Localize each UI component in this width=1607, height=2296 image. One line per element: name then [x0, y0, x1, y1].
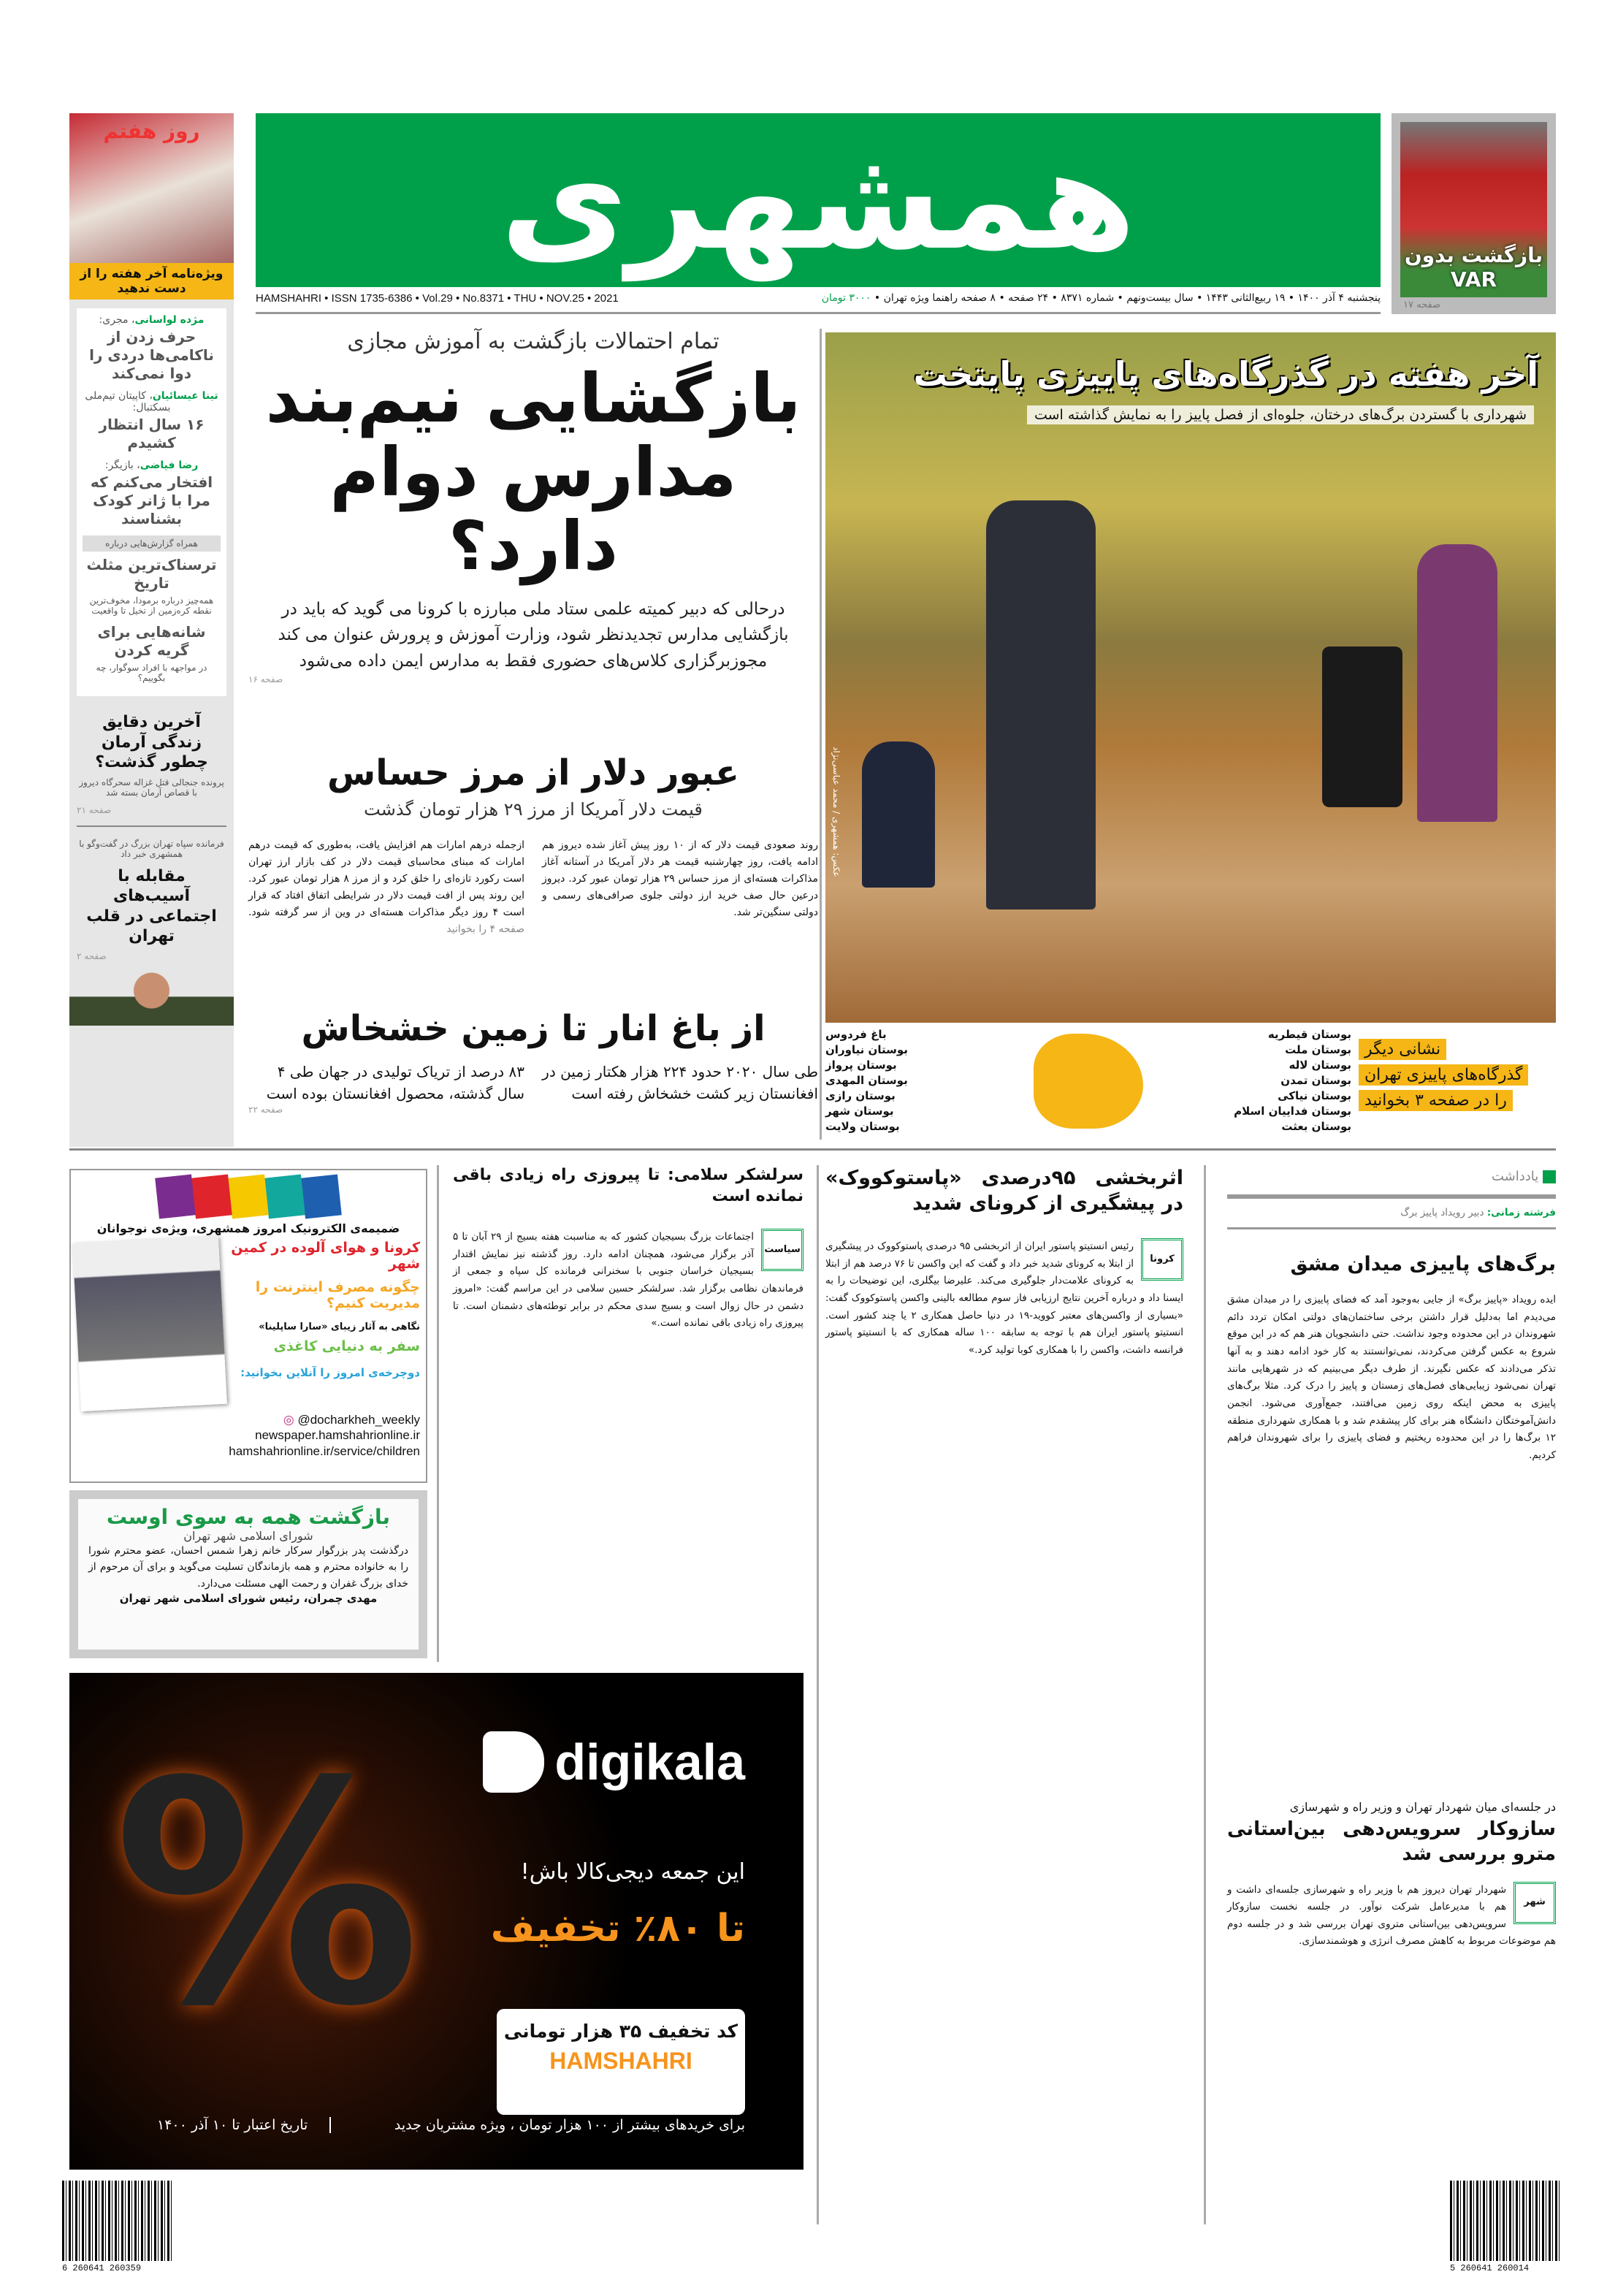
- divider: [1204, 1165, 1206, 2224]
- text: چگونه مصرف اینترنت را مدیریت کنیم؟: [255, 1279, 420, 1311]
- text: سفر به دنیایی کاغذی: [273, 1338, 420, 1354]
- sports-headline: بازگشت بدون VAR: [1404, 243, 1543, 291]
- text: بوستان ولایت: [825, 1120, 900, 1133]
- text: بوستان پرواز: [825, 1059, 897, 1072]
- dateline-en: HAMSHAHRI • ISSN 1735-6386 • Vol.29 • No.8371 • THU • NOV.25 • 2021: [256, 291, 619, 305]
- text: مهدی چمران، رئیس شورای اسلامی شهر تهران: [119, 1592, 378, 1606]
- text: عکس: همشهری / محمد عباسی‌نژاد: [831, 746, 841, 877]
- commander-portrait: [69, 967, 234, 1026]
- sidebar-headline[interactable]: ۱۶ سال انتظار کشیدم: [99, 416, 205, 451]
- text: بوستان شهر: [825, 1105, 894, 1118]
- sports-thumbnail[interactable]: [1392, 113, 1556, 314]
- text: صفحه ۲۱: [77, 804, 112, 815]
- text[interactable]: را در صفحه ۳ بخوانید: [1359, 1090, 1513, 1111]
- text: بوستان المهدی: [825, 1074, 908, 1087]
- page-ref: صفحه ۱۷: [1403, 300, 1441, 310]
- text: اجتماعات بزرگ بسیجیان کشور که به مناسبت هفته بسیج از ۲۹ آبان تا ۵ آذر برگزار می‌شود، همچنان ادامه دارد. روز گذشته نیز نمایش اقتدار بسیجیان خراسان جنوبی با سخنرانی فرمانده کل سپاه و جمعی از فرماندهان نظامی برگزار شد. سرلشکر حسین سلامی در این مراسم گفت: «امروز دشمن در حال زوال است و بسیج سدی محکم در برابر توطئه‌های دشمنان است. تا پیروزی راه زیادی باقی نمانده است.»: [453, 1231, 804, 1330]
- metro-story: [1227, 1797, 1556, 1950]
- barcode: [1450, 2181, 1560, 2261]
- text: نگاهی به آثار زیبای «سارا ساپلینا»: [259, 1321, 420, 1332]
- metro-headline[interactable]: سازوکار سرویس‌دهی بین‌استانی مترو بررسی شد: [1227, 1818, 1556, 1865]
- parks-map: [825, 1023, 1556, 1140]
- afghan-headline[interactable]: از باغ انار تا زمین خشخاش: [301, 1008, 766, 1049]
- note-column: [1227, 1165, 1556, 1464]
- text: دوچرخه‌ی امروز را آنلاین بخوانید:: [240, 1366, 420, 1379]
- text: همه‌چیز درباره برمودا، مخوف‌ترین نقطه کره‌زمین از تخیل تا واقعیت: [89, 595, 214, 616]
- text: بوستان تمدن: [1280, 1074, 1351, 1087]
- text: 6 260641 260359: [62, 2263, 142, 2273]
- sidebar-headline[interactable]: حرف زدن از ناکامی‌ها دردی را دوا نمی‌کند: [89, 328, 214, 382]
- percent-graphic: %: [113, 1717, 421, 2074]
- digikala-logo-icon: [483, 1731, 544, 1793]
- sidebar: [69, 300, 234, 1147]
- divider: [256, 312, 1381, 314]
- instagram-icon: ◎: [283, 1413, 294, 1427]
- map-labels-east: [1154, 1027, 1351, 1134]
- text: کرونا و هوای آلوده در کمین شهر: [231, 1240, 420, 1272]
- text: درگذشت پدر بزرگوار سرکار خانم زهرا شمس احسان، عضو محترم شورا را به خانواده محترم و همه بازماندگان تسلیت می‌گوید و برای آن مرحوم از خدای بزرگ غفران و رحمت الهی مسئلت می‌دارد.: [88, 1545, 408, 1590]
- armin-headline[interactable]: آخرین دقایق زندگی آرمان چطور گذشت؟: [95, 713, 208, 771]
- woman-figure: [1417, 544, 1497, 822]
- docharkheh-ad[interactable]: [69, 1169, 427, 1483]
- lead-story: [248, 329, 818, 684]
- text: فرمانده سپاه تهران بزرگ در گفت‌وگو با همشهری خبر داد: [79, 838, 224, 859]
- text: در جلسه‌ای میان شهردار تهران و وزیر راه و شهرسازی: [1289, 1800, 1556, 1814]
- text: ، بازیگر:: [104, 459, 140, 471]
- text: طی سال ۲۰۲۰ حدود ۲۲۴ هزار هکتار زمین در افغانستان زیر کشت خشخاش رفته است: [542, 1063, 818, 1102]
- dateline: [256, 289, 1381, 308]
- text: بوستان قیطریه: [1267, 1028, 1351, 1041]
- man-figure: [986, 500, 1096, 909]
- hamshahri-logo: [256, 113, 1381, 287]
- docharkheh-logo: [77, 1176, 420, 1217]
- text: رضا فیاضی: [140, 459, 199, 471]
- text: بازگشت همه به سوی اوست: [106, 1505, 391, 1529]
- sidebar-pill: همراه گزارش‌هایی درباره: [83, 535, 221, 552]
- text: ایده رویداد «پاییز برگ» از جایی به‌وجود آمد که فضای پاییزی را در میدان مشق می‌دیدم اما به‌دلیل قرار داشتن برخی ساختمان‌های دولتی امکان تردد دائم شهروندان در این محدوده وجود نداشت. حتی دانشجویان هنر هم که در این موقع شروع به عکس گرفتن می‌کردند، نمی‌توانستند به کار خود ادامه دهند و به آنها تذکر می‌دادند که عکس نگیرند. از طرف دیگر می‌بینیم که در شهرهایی مانند تهران نمی‌شود زیبایی‌های فصل‌های زمستان و پاییز را درک کرد. مثلا برگ‌های پاییزی به محض اینکه روی زمین می‌افتند، جمع‌آوری می‌شود. انجمن دانش‌آموختگان دانشگاه هنر برای کار پیشقدم شد و با همکاری شهرداری منطقه ۱۲ برگ‌ها را در این محدوده ریختیم و فضای پاییزی را برای شهروندان فراهم کردیم.: [1227, 1294, 1556, 1461]
- text: درحالی که دبیر کمیته علمی ستاد ملی مبارزه با کرونا می گوید که باید در بازگشایی مدارس تجدیدنظر شود، وزارت آموزش و پرورش عنوان می کند مجوزبرگزاری کلاس‌های حضوری فقط به مدارس ایمن داده می‌شود: [278, 599, 789, 671]
- barcode: [62, 2181, 172, 2261]
- text: شورای اسلامی شهر تهران: [183, 1529, 313, 1543]
- weekend-magazine-thumbnail[interactable]: [69, 113, 234, 300]
- text: قیمت دلار آمریکا از مرز ۲۹ هزار تومان گذشت: [364, 799, 703, 820]
- text: برای خریدهای بیشتر از ۱۰۰ هزار تومان ، ویژه مشتریان جدید: [394, 2117, 745, 2133]
- text: بوستان نیاوران: [825, 1043, 908, 1056]
- text: نشانی دیگر: [1359, 1039, 1446, 1060]
- dollar-story: [248, 752, 818, 939]
- dollar-headline[interactable]: عبور دلار از مرز حساس: [327, 752, 739, 793]
- pasteur-story: [825, 1165, 1183, 1359]
- sidebar-headline[interactable]: شانه‌هایی برای گریه کردن: [97, 623, 206, 659]
- text: گذرگاه‌های پاییزی تهران: [1359, 1064, 1528, 1086]
- map-note: [1359, 1039, 1556, 1111]
- text: تا ۸۰٪ تخفیف: [490, 1907, 745, 1950]
- text: 5 260641 260014: [1450, 2263, 1530, 2273]
- text[interactable]: صفحه ۴ را بخوانید: [446, 923, 524, 936]
- text: شهر: [1514, 1882, 1556, 1924]
- text: همشهری: [500, 119, 1137, 281]
- text: بوستان بعثت: [1281, 1120, 1351, 1133]
- text: یادداشت: [1491, 1169, 1539, 1184]
- lead-headline[interactable]: بازگشایی نیم‌بند مدارس دوام دارد؟: [265, 359, 801, 586]
- divider: [820, 329, 822, 1140]
- divider: [817, 1165, 819, 2224]
- text[interactable]: @docharkheh_weekly: [297, 1413, 420, 1427]
- text: این جمعه دیجی‌کالا باش!: [520, 1859, 745, 1885]
- text[interactable]: newspaper.hamshahrionline.ir: [255, 1428, 420, 1443]
- text: کرونا: [1141, 1238, 1183, 1281]
- map-labels-west: [825, 1027, 1023, 1134]
- text: تمام احتمالات بازگشت به آموزش مجازی: [347, 329, 719, 354]
- page-ref: صفحه ۲۲: [248, 1105, 283, 1115]
- digikala-ad[interactable]: [69, 1673, 804, 2170]
- text: تاریخ اعتبار تا ۱۰ آذر ۱۴۰۰: [157, 2117, 331, 2133]
- docharkheh-cover: [72, 1236, 227, 1411]
- photo-headline: آخر هفته در گذرگاه‌های پاییزی پایتخت: [913, 354, 1538, 394]
- dateline-fa: پنجشنبه ۴ آذر ۱۴۰۰ • ۱۹ ربیع‌الثانی ۱۴۴۳ • سال بیست‌ونهم • شماره ۸۳۷۱ • ۲۴ صفحه • ۸ صفحه راهنما ویژه تهران •: [874, 292, 1381, 304]
- text: کد تخفیف ۳۵ هزار تومانی: [503, 2021, 738, 2042]
- text: شهرداری با گستردن برگ‌های درختان، جلوه‌ای از فصل پاییز را به نمایش گذاشته است: [1027, 405, 1534, 424]
- magazine-band: ویژه‌نامه آخر هفته را از دست ندهید: [69, 263, 234, 300]
- afghan-story: [248, 1008, 818, 1115]
- text: digikala: [554, 1734, 745, 1790]
- text: پرونده جنجالی قتل غزاله سحرگاه دیروز با قصاص آرمان بسته شد: [79, 777, 224, 798]
- text[interactable]: hamshahrionline.ir/service/children: [229, 1443, 420, 1458]
- salami-headline[interactable]: سرلشکر سلامی: تا پیروزی راه زیادی باقی نمانده است: [453, 1166, 804, 1205]
- divider: [437, 1165, 439, 1662]
- sidebar-headline[interactable]: افتخار می‌کنم که مرا با ژانر کودک بشناسند: [90, 473, 213, 527]
- stroller: [1322, 647, 1402, 807]
- text: روند صعودی قیمت دلار که از ۱۰ روز پیش آغاز شده دیروز هم ادامه یافت، روز چهارشنبه قیمت هر دلار آمریکا در آستانه آغاز مذاکرات هسته‌ای از مرز حساس ۲۹ هزار تومان عبور کرد. دیروز درعین حال صف خرید ارز دولتی جلوی صرافی‌های رسمی و دولتی سنگین‌تر شد.: [542, 839, 819, 919]
- pasteur-headline[interactable]: اثربخشی ۹۵درصدی «پاستوکووک» در پیشگیری از کرونای شدید: [825, 1167, 1183, 1216]
- text: شهردار تهران دیروز هم با وزیر راه و شهرسازی جلسه‌ای داشت و هم با مدیرعامل شرکت نوآور. در جلسه نخست سازوکار سرویس‌دهی بین‌استانی متروی تهران بررسی شد و در جلسه دوم هم موضوعات مربوط به کاهش مصرف انرژی و هوشمندسازی.: [1227, 1883, 1556, 1948]
- sepah-headline[interactable]: مقابله با آسیب‌های اجتماعی در قلب تهران: [86, 866, 217, 945]
- divider: [69, 1148, 1556, 1151]
- text: صفحه ۲: [77, 950, 107, 961]
- text: بوستان ملت: [1285, 1043, 1351, 1056]
- text: ضمیمه‌ی الکترونیک امروز همشهری، ویژه‌ی نوجوانان: [96, 1221, 400, 1235]
- tehran-map: [1034, 1034, 1143, 1129]
- text: مژده لواسانی: [134, 314, 205, 326]
- text: فرشته زمانی:: [1486, 1206, 1556, 1218]
- magazine-title: روز هفتم: [103, 119, 200, 143]
- discount-code: HAMSHAHRI: [549, 2048, 692, 2074]
- text: ، مجری:: [99, 314, 135, 326]
- text: ۸۳ درصد از تریاک تولیدی در جهان طی ۴ سال گذشته، محصول افغانستان بوده است: [266, 1063, 524, 1102]
- text: بوستان فداییان اسلام: [1234, 1105, 1351, 1118]
- sidebar-headline[interactable]: ترسناک‌ترین مثلث تاریخ: [86, 556, 217, 592]
- feature-photo[interactable]: [825, 332, 1556, 1023]
- price: ۳۰۰۰ تومان: [821, 292, 871, 304]
- text: رئیس انستیتو پاستور ایران از اثربخشی ۹۵ درصدی پاستوکووک در پیشگیری از ابتلا به کرونای شدید خبر داد و گفت که این واکسن تا ۷۶ درصد هم از ابتلا به کرونای علامت‌دار جلوگیری می‌کند. علیرضا بیگلری، این توضیحات را به ایسنا داد و درباره آخرین نتایج ارزیابی فاز سوم مطالعه بالینی واکسن پاستوکووک گفت: «بسیاری از واکسن‌های معتبر کووید-۱۹ در دنیا حاصل همکاری ۲ یا چند کشور است. انستیتو پاستور ایران هم با توجه به سابقه ۱۰۰ ساله همکاری که با انستیتو پاستور فرانسه داشت، واکسن را با همکاری کوبا تولید کرد.»: [825, 1240, 1183, 1356]
- text: باغ فردوس: [825, 1028, 887, 1041]
- text: در مواجهه با افراد سوگوار، چه بگوییم؟: [96, 663, 207, 683]
- obituary: [69, 1490, 427, 1658]
- text: ازجمله درهم امارات هم افزایش یافت، به‌طوری که قیمت درهم امارات که مبنای محاسبای قیمت دلار در کف بازار ارز تهران است رکورد تازه‌ای را خلق کرد و از مرز ۸ هزار تومان عبور کرد. این روند پس از افت قیمت دلار در شرایطی اتفاق افتاد که قرار است ۴ روز دیگر مذاکرات هسته‌ای در وین از سر گرفته شود.: [248, 839, 524, 919]
- note-headline[interactable]: برگ‌های پاییزی میدان مشق: [1290, 1253, 1556, 1276]
- text: دبیر رویداد پاییز برگ: [1400, 1206, 1484, 1218]
- text: بوستان لاله: [1289, 1059, 1351, 1072]
- text: صفحه ۱۶: [248, 674, 283, 685]
- text: بوستان نیاکی: [1278, 1089, 1351, 1102]
- section-marker-icon: [1543, 1170, 1556, 1183]
- text: تینا عیسائیان: [152, 390, 218, 402]
- child-figure: [862, 741, 935, 888]
- text: بوستان رازی: [825, 1089, 896, 1102]
- salami-story: [453, 1165, 804, 1332]
- text: ، کاپیتان تیم‌ملی بسکتبال:: [85, 390, 171, 413]
- text: سیاست: [761, 1229, 804, 1271]
